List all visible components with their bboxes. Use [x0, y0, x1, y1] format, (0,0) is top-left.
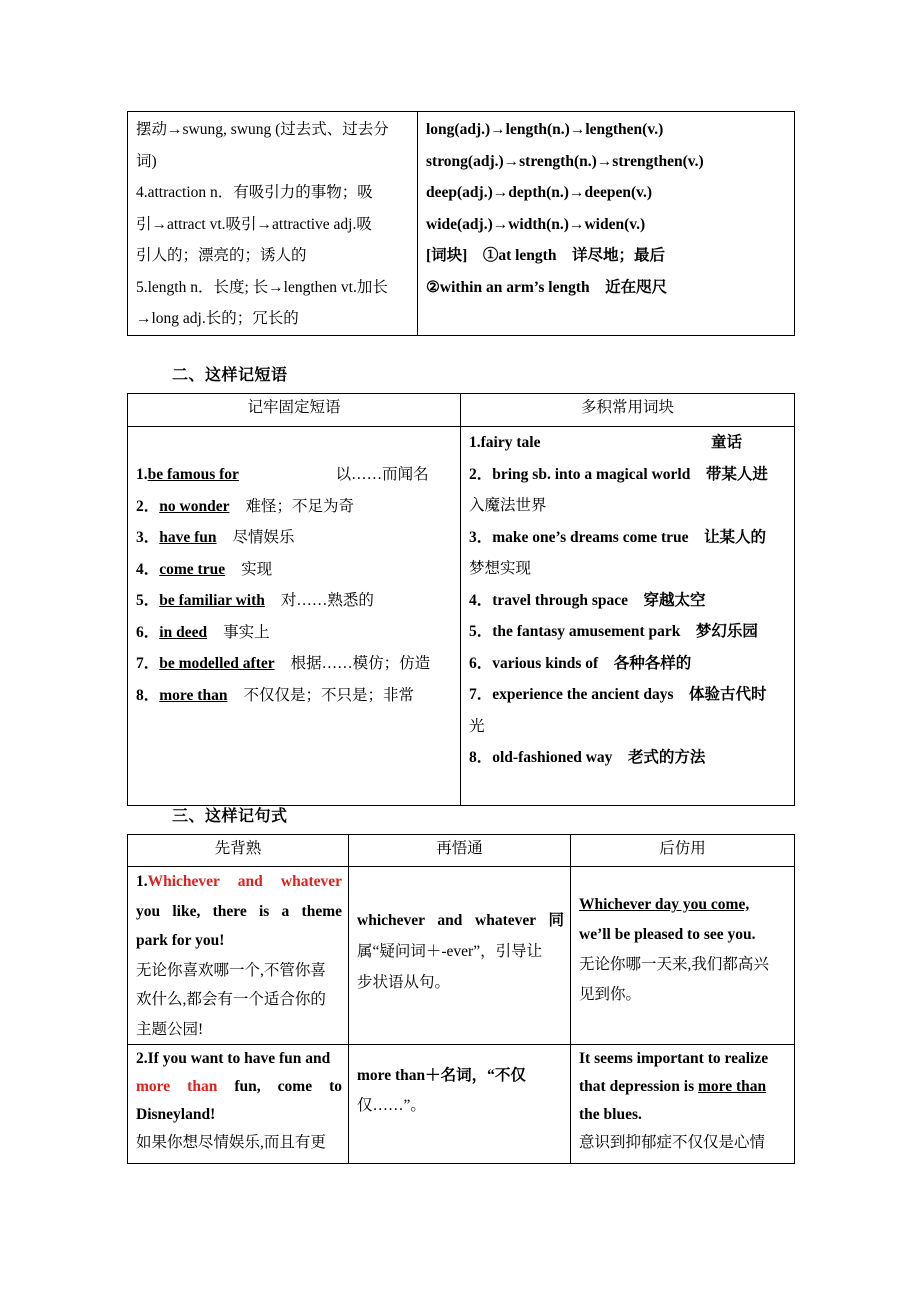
text-line: deep(adj.)→depth(n.)→deepen(v.)	[426, 184, 653, 201]
section-heading: 三、这样记句式	[172, 808, 288, 825]
text-line: strong(adj.)→strength(n.)→strengthen(v.)	[426, 152, 704, 170]
vocabulary-right-cell	[418, 112, 795, 336]
list-item: 4．travel through space 穿越太空	[469, 591, 706, 609]
sentence-line: more than＋名词，“不仅	[357, 1067, 526, 1084]
word-chunks-cell	[461, 427, 795, 806]
text-line: 引人的；漂亮的；诱人的	[136, 247, 307, 264]
sentence-line: 仅……”。	[357, 1097, 426, 1114]
list-item: 3．have fun 尽情娱乐	[136, 529, 295, 546]
sentence-line: 无论你哪一天来,我们都高兴	[579, 956, 769, 973]
sentence-line: 如果你想尽情娱乐,而且有更	[136, 1134, 326, 1151]
column-header: 再悟通	[349, 835, 571, 867]
fixed-phrases-cell	[128, 427, 461, 806]
list-item: 5．the fantasy amusement park 梦幻乐园	[469, 623, 758, 640]
text-line: 引→attract vt.吸引→attractive adj.吸	[136, 215, 372, 233]
column-header: 后仿用	[571, 835, 795, 867]
list-item: 1.be famous for 以……而闻名	[136, 466, 429, 483]
sentence-line: 无论你喜欢哪一个,不管你喜	[136, 961, 326, 979]
column-header: 多积常用词块	[461, 394, 795, 427]
text-line: [词块] ①at length 详尽地；最后	[426, 247, 665, 264]
list-item: 光	[469, 717, 485, 735]
column-header: 记牢固定短语	[128, 394, 461, 427]
text-line: wide(adj.)→width(n.)→widen(v.)	[426, 215, 646, 233]
list-item: 5．be familiar with 对……熟悉的	[136, 592, 374, 609]
vocabulary-table	[127, 111, 795, 336]
sentence-line: whichever and whatever 同	[357, 912, 564, 929]
text-line: →long adj.长的；冗长的	[136, 310, 299, 327]
list-item: 2．bring sb. into a magical world 带某人进	[469, 465, 768, 483]
list-item: 3．make one’s dreams come true 让某人的	[469, 528, 767, 546]
understand-cell	[349, 1045, 571, 1164]
sentence-line: park for you!	[136, 932, 225, 949]
sentence-line: the blues.	[579, 1106, 642, 1123]
understand-cell	[349, 867, 571, 1045]
sentence-line: 1.Whichever and whatever	[136, 873, 343, 890]
list-item: 1.fairy tale 童话	[469, 434, 742, 451]
phrase-table	[127, 393, 795, 806]
text-line: long(adj.)→length(n.)→lengthen(v.)	[426, 121, 664, 138]
sentence-line: 见到你。	[579, 986, 642, 1003]
sentence-table	[127, 834, 795, 1164]
sentence-line: we’ll be pleased to see you.	[579, 926, 756, 943]
list-item: 7．be modelled after 根据……模仿；仿造	[136, 655, 431, 672]
imitate-cell	[571, 867, 795, 1045]
sentence-line: you like, there is a theme	[136, 902, 342, 920]
sentence-line: more than fun, come to	[136, 1078, 343, 1095]
sentence-line: 欢什么,都会有一个适合你的	[136, 991, 326, 1008]
sentence-line: 主题公园!	[136, 1020, 204, 1038]
imitate-cell	[571, 1045, 795, 1164]
memorize-cell	[128, 867, 349, 1045]
list-item: 8．more than 不仅仅是；不只是；非常	[136, 686, 414, 704]
text-line: 5.length n．长度; 长→lengthen vt.加长	[136, 278, 388, 296]
section-heading: 二、这样记短语	[172, 367, 288, 384]
list-item: 梦想实现	[469, 560, 532, 577]
list-item: 入魔法世界	[469, 497, 547, 514]
column-header: 先背熟	[128, 835, 349, 867]
vocabulary-left-cell	[128, 112, 418, 336]
sentence-line: It seems important to realize	[579, 1050, 769, 1067]
sentence-line: 步状语从句。	[357, 974, 451, 991]
sentence-line: Whichever day you come,	[579, 896, 750, 913]
sentence-line: 2.If you want to have fun and	[136, 1050, 331, 1067]
memorize-cell	[128, 1045, 349, 1164]
sentence-line: 意识到抑郁症不仅仅是心情	[579, 1134, 766, 1151]
sentence-line: that depression is more than	[579, 1078, 767, 1095]
list-item: 8．old-fashioned way 老式的方法	[469, 749, 706, 766]
list-item: 4．come true 实现	[136, 560, 273, 578]
sentence-line: Disneyland!	[136, 1106, 216, 1123]
list-item: 2．no wonder 难怪；不足为奇	[136, 497, 354, 515]
list-item: 6．in deed 事实上	[136, 623, 270, 641]
sentence-line: 属“疑问词＋-ever”，引导让	[357, 943, 543, 960]
text-line: 摆动→swung, swung (过去式、过去分	[136, 121, 389, 138]
list-item: 7．experience the ancient days 体验古代时	[469, 686, 767, 703]
text-line: 词)	[136, 152, 157, 170]
text-line: ②within an arm’s length 近在咫尺	[426, 278, 668, 296]
text-line: 4.attraction n．有吸引力的事物；吸	[136, 184, 373, 201]
list-item: 6．various kinds of 各种各样的	[469, 654, 692, 672]
